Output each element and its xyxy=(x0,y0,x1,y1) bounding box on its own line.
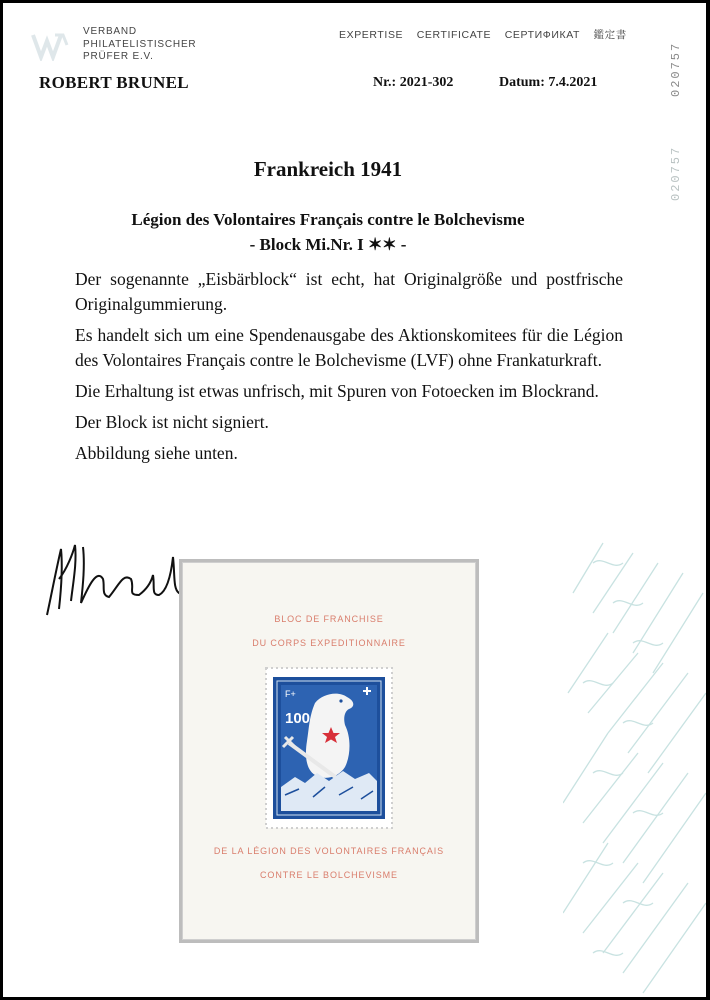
paragraph: Der Block ist nicht signiert. xyxy=(75,412,269,432)
document-title: Frankreich 1941 xyxy=(253,157,403,181)
polar-bear-stamp-icon xyxy=(265,667,393,829)
paragraph: Der sogenannte „Eisbärblock“ ist echt, hat Originalgröße und postfrische Originalgummierung. xyxy=(75,269,623,314)
association-logo-icon xyxy=(31,31,75,61)
paragraph: Abbildung siehe unten. xyxy=(75,443,238,463)
label-expertise: EXPERTISE xyxy=(339,29,404,41)
subtitle-line: Légion des Volontaires Français contre le Bolchevisme xyxy=(131,210,525,229)
certificate-number: Nr.: 2021-302 xyxy=(373,75,454,90)
sheet-text-bottom: CONTRE LE BOLCHEVISME xyxy=(260,870,398,880)
stamp-value: 100 xyxy=(285,710,311,727)
serial-number-faint: 020757 xyxy=(669,145,683,201)
label-kanteisho: 鑑定書 xyxy=(593,29,627,41)
label-sertifikat: СЕРТИФИКАТ xyxy=(504,29,581,41)
serial-number: 020757 xyxy=(669,41,683,97)
subtitle-line: - Block Mi.Nr. I ✶✶ - xyxy=(249,235,407,254)
paragraph: Es handelt sich um eine Spendenausgabe des Aktionskomitees für die Légion des Volontaires Français contre le Bolchevisme (LVF) ohne Frankaturkraft. xyxy=(75,325,623,370)
certificate-date: Datum: 7.4.2021 xyxy=(499,75,598,90)
sheet-text-bottom: DE LA LÉGION DES VOLONTAIRES FRANÇAIS xyxy=(213,846,445,856)
certificate-labels xyxy=(339,27,637,42)
signature-icon xyxy=(39,539,199,619)
certificate-page xyxy=(3,3,706,997)
sheet-text-top: BLOC DE FRANCHISE xyxy=(274,614,384,624)
association-line: PRÜFER E.V. xyxy=(83,51,154,62)
paragraph: Die Erhaltung ist etwas unfrisch, mit Spuren von Fotoecken im Blockrand. xyxy=(75,381,599,401)
label-certificate: CERTIFICATE xyxy=(416,29,492,41)
document-subtitle xyxy=(3,207,653,257)
examiner-name: ROBERT BRUNEL xyxy=(39,73,189,92)
stamp-corner-label: F+ xyxy=(285,689,296,699)
sheet-text-top: DU CORPS EXPEDITIONNAIRE xyxy=(252,638,406,648)
association-line: PHILATELISTISCHER xyxy=(83,38,197,50)
association-name xyxy=(83,26,196,64)
certificate-body xyxy=(75,267,623,472)
security-pattern-icon xyxy=(563,503,706,997)
association-line: VERBAND xyxy=(83,26,137,37)
